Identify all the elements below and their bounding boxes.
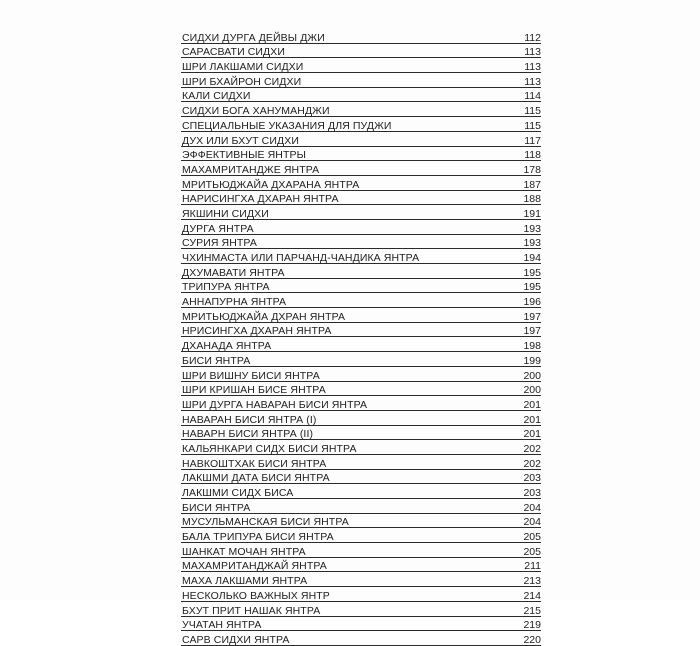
toc-entry bbox=[181, 88, 541, 103]
toc-entry-page-number: 201 bbox=[523, 428, 541, 441]
toc-entry-page-number: 199 bbox=[523, 354, 541, 367]
toc-entry bbox=[181, 58, 541, 73]
toc-entry bbox=[181, 352, 541, 367]
toc-entry-title: НАВАРН БИСИ ЯНТРА (II) bbox=[182, 428, 314, 441]
toc-entry bbox=[181, 44, 541, 59]
toc-entry bbox=[181, 249, 541, 264]
toc-entry bbox=[181, 323, 541, 338]
toc-entry-page-number: 211 bbox=[524, 560, 541, 573]
toc-entry bbox=[181, 617, 541, 632]
toc-entry-page-number: 114 bbox=[524, 90, 541, 103]
toc-entry-title: САРАСВАТИ СИДХИ bbox=[182, 46, 286, 59]
toc-entry bbox=[181, 543, 541, 558]
toc-entry-page-number: 214 bbox=[523, 589, 541, 602]
toc-entry-page-number: 205 bbox=[523, 545, 541, 558]
toc-entry-title: УЧАТАН ЯНТРА bbox=[182, 619, 262, 632]
toc-entry-page-number: 112 bbox=[524, 31, 541, 44]
toc-entry-page-number: 202 bbox=[523, 457, 541, 470]
toc-entry-page-number: 193 bbox=[523, 237, 541, 250]
toc-entry-title: МАХА ЛАКШАМИ ЯНТРА bbox=[182, 575, 308, 588]
toc-entry bbox=[181, 440, 541, 455]
toc-entry-page-number: 200 bbox=[523, 369, 541, 382]
toc-entry bbox=[181, 382, 541, 397]
toc-entry bbox=[181, 132, 541, 147]
toc-entry-page-number: 204 bbox=[523, 501, 541, 514]
toc-entry-title: ШРИ КРИШАН БИСЕ ЯНТРА bbox=[182, 384, 326, 397]
toc-entry-title: БИСИ ЯНТРА bbox=[182, 501, 251, 514]
toc-entry-page-number: 118 bbox=[524, 149, 541, 162]
toc-entry-page-number: 193 bbox=[523, 222, 541, 235]
toc-entry-title: МАХАМРИТАНДЖЕ ЯНТРА bbox=[182, 163, 320, 176]
toc-entry bbox=[181, 411, 541, 426]
toc-entry-title: КАЛЬЯНКАРИ СИДХ БИСИ ЯНТРА bbox=[182, 442, 357, 455]
toc-entry bbox=[181, 484, 541, 499]
table-of-contents bbox=[181, 29, 541, 646]
toc-entry-title: НАВАРАН БИСИ ЯНТРА (I) bbox=[182, 413, 317, 426]
toc-entry bbox=[181, 73, 541, 88]
toc-entry-title: СПЕЦИАЛЬНЫЕ УКАЗАНИЯ ДЛЯ ПУДЖИ bbox=[182, 119, 392, 132]
toc-entry bbox=[181, 367, 541, 382]
toc-entry bbox=[181, 631, 541, 646]
toc-entry-page-number: 113 bbox=[524, 46, 541, 59]
toc-entry-title: САРВ СИДХИ ЯНТРА bbox=[182, 633, 290, 646]
toc-entry-title: ЯКШИНИ СИДХИ bbox=[182, 207, 269, 220]
toc-entry-title: МРИТЬЮДЖАЙА ДХАРАНА ЯНТРА bbox=[182, 178, 360, 191]
toc-entry-page-number: 188 bbox=[523, 193, 541, 206]
toc-entry-title: ЛАКШМИ СИДХ БИСА bbox=[182, 487, 294, 499]
toc-entry bbox=[181, 176, 541, 191]
toc-entry bbox=[181, 235, 541, 250]
toc-entry-page-number: 213 bbox=[523, 575, 541, 588]
toc-entry-title: СУРИЯ ЯНТРА bbox=[182, 237, 257, 250]
toc-entry bbox=[181, 161, 541, 176]
toc-entry-title: ШРИ ВИШНУ БИСИ ЯНТРА bbox=[182, 369, 320, 382]
toc-entry-title: МАХАМРИТАНДЖАЙ ЯНТРА bbox=[182, 560, 327, 573]
toc-entry bbox=[181, 528, 541, 543]
toc-entry-title: БИСИ ЯНТРА bbox=[182, 354, 251, 367]
toc-entry-title: СИДХИ ДУРГА ДЕЙВЫ ДЖИ bbox=[182, 31, 325, 44]
toc-entry bbox=[181, 337, 541, 352]
toc-entry-title: ЧХИНМАСТА ИЛИ ПАРЧАНД-ЧАНДИКА ЯНТРА bbox=[182, 252, 420, 264]
toc-entry-title: МРИТЬЮДЖАЙА ДХРАН ЯНТРА bbox=[182, 310, 346, 323]
toc-entry-page-number: 197 bbox=[523, 325, 541, 338]
toc-entry-page-number: 115 bbox=[524, 105, 541, 118]
toc-entry-title: НАРИСИНГХА ДХАРАН ЯНТРА bbox=[182, 193, 339, 206]
toc-entry bbox=[181, 455, 541, 470]
toc-entry-page-number: 198 bbox=[523, 340, 541, 353]
toc-entry-page-number: 197 bbox=[523, 310, 541, 323]
toc-entry-title: БХУТ ПРИТ НАШАК ЯНТРА bbox=[182, 604, 321, 617]
toc-entry bbox=[181, 602, 541, 617]
toc-entry bbox=[181, 220, 541, 235]
toc-entry bbox=[181, 205, 541, 220]
toc-entry-title: ДУРГА ЯНТРА bbox=[182, 222, 254, 235]
toc-entry bbox=[181, 279, 541, 294]
toc-entry-title: СИДХИ БОГА ХАНУМАНДЖИ bbox=[182, 105, 330, 118]
toc-entry-page-number: 194 bbox=[523, 252, 541, 264]
toc-entry bbox=[181, 514, 541, 529]
toc-entry-page-number: 205 bbox=[523, 531, 541, 544]
toc-entry-title: ДХУМАВАТИ ЯНТРА bbox=[182, 266, 285, 279]
toc-entry-page-number: 195 bbox=[523, 281, 541, 294]
toc-entry bbox=[181, 117, 541, 132]
toc-entry bbox=[181, 29, 541, 44]
toc-entry-title: ШРИ ДУРГА НАВАРАН БИСИ ЯНТРА bbox=[182, 398, 368, 411]
toc-entry bbox=[181, 308, 541, 323]
toc-entry-title: ШАНКАТ МОЧАН ЯНТРА bbox=[182, 545, 306, 558]
toc-entry bbox=[181, 191, 541, 206]
toc-entry-page-number: 191 bbox=[523, 207, 541, 220]
toc-entry-title: АННАПУРНА ЯНТРА bbox=[182, 296, 287, 309]
toc-entry bbox=[181, 147, 541, 162]
toc-entry-title: ЭФФЕКТИВНЫЕ ЯНТРЫ bbox=[182, 149, 306, 162]
toc-entry-page-number: 117 bbox=[524, 134, 541, 147]
toc-entry bbox=[181, 470, 541, 485]
toc-entry-title: ТРИПУРА ЯНТРА bbox=[182, 281, 270, 294]
toc-entry-page-number: 196 bbox=[523, 296, 541, 309]
toc-entry-page-number: 204 bbox=[523, 516, 541, 529]
toc-entry-title: НАВКОШТХАК БИСИ ЯНТРА bbox=[182, 457, 327, 470]
toc-entry-title: ЛАКШМИ ДАТА БИСИ ЯНТРА bbox=[182, 472, 330, 485]
toc-entry-title: ШРИ ЛАКШАМИ СИДХИ bbox=[182, 61, 304, 74]
toc-entry-title: ШРИ БХАЙРОН СИДХИ bbox=[182, 75, 302, 88]
toc-entry bbox=[181, 558, 541, 573]
toc-entry-title: КАЛИ СИДХИ bbox=[182, 90, 251, 103]
toc-entry bbox=[181, 396, 541, 411]
toc-entry bbox=[181, 572, 541, 587]
toc-entry-page-number: 195 bbox=[523, 266, 541, 279]
toc-entry-page-number: 220 bbox=[523, 633, 541, 646]
toc-entry-page-number: 203 bbox=[523, 472, 541, 485]
toc-entry-title: МУСУЛЬМАНСКАЯ БИСИ ЯНТРА bbox=[182, 516, 349, 529]
toc-entry-title: БАЛА ТРИПУРА БИСИ ЯНТРА bbox=[182, 531, 334, 544]
toc-entry-page-number: 187 bbox=[523, 178, 541, 191]
toc-entry-title: НЕСКОЛЬКО ВАЖНЫХ ЯНТР bbox=[182, 589, 330, 602]
toc-entry-page-number: 201 bbox=[523, 398, 541, 411]
toc-entry-page-number: 202 bbox=[523, 442, 541, 455]
toc-entry-title: ДХАНАДА ЯНТРА bbox=[182, 340, 272, 353]
toc-entry bbox=[181, 426, 541, 441]
toc-entry-title: НРИСИНГХА ДХАРАН ЯНТРА bbox=[182, 325, 332, 338]
toc-entry-title: ДУХ ИЛИ БХУТ СИДХИ bbox=[182, 134, 299, 147]
toc-entry-page-number: 178 bbox=[523, 163, 541, 176]
toc-entry-page-number: 115 bbox=[524, 119, 541, 132]
toc-entry bbox=[181, 264, 541, 279]
toc-entry-page-number: 200 bbox=[523, 384, 541, 397]
toc-entry-page-number: 113 bbox=[524, 75, 541, 88]
toc-entry bbox=[181, 293, 541, 308]
toc-entry-page-number: 113 bbox=[524, 61, 541, 74]
toc-entry-page-number: 215 bbox=[523, 604, 541, 617]
toc-entry bbox=[181, 499, 541, 514]
toc-entry bbox=[181, 102, 541, 117]
toc-entry-page-number: 201 bbox=[523, 413, 541, 426]
toc-entry-page-number: 219 bbox=[523, 619, 541, 632]
toc-entry-page-number: 203 bbox=[523, 487, 541, 499]
